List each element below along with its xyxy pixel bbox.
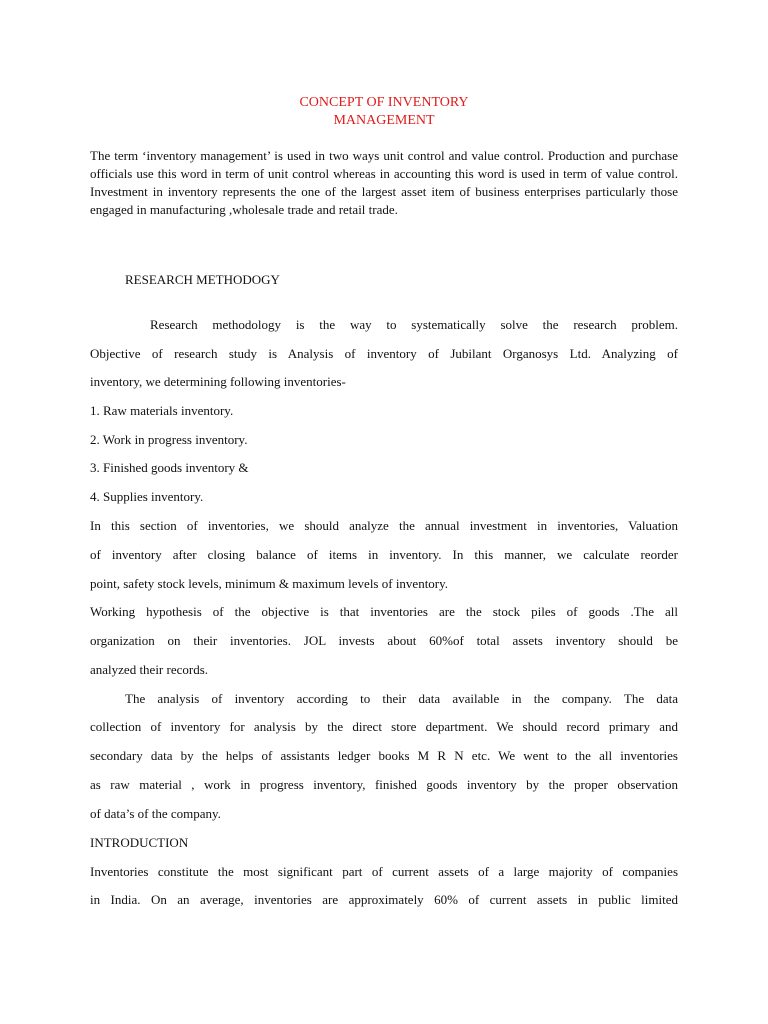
intro-paragraph: The term ‘inventory management’ is used in two ways unit control and value control. Production and purchase officials use this word in term of unit control whereas in accounting this word is used in term of value control. Investment in inventory represents the one of the largest asset item of business enterprises particularly those engaged in manufacturing ,wholesale trade and retail trade. [90, 148, 678, 217]
section-line-2: of inventory after closing balance of items in inventory. In this manner, we calculate reorder [90, 547, 678, 562]
research-line-1: Research methodology is the way to systematically solve the research problem. [150, 317, 678, 332]
hypothesis-line-1: Working hypothesis of the objective is that inventories are the stock piles of goods .The all [90, 604, 678, 619]
document-title-line-2: MANAGEMENT [333, 113, 435, 128]
hypothesis-line-3: analyzed their records. [90, 662, 209, 677]
analysis-line-3: secondary data by the helps of assistants ledger books M R N etc. We went to the all inventories [90, 748, 678, 763]
research-line-2: Objective of research study is Analysis of inventory of Jubilant Organosys Ltd. Analyzing of [90, 346, 678, 361]
introduction-heading: INTRODUCTION [90, 835, 189, 850]
section-line-3: point, safety stock levels, minimum & maximum levels of inventory. [90, 576, 449, 591]
list-item: 1. Raw materials inventory. [90, 403, 234, 418]
analysis-line-4: as raw material , work in progress inventory, finished goods inventory by the proper observation [90, 777, 678, 792]
introduction-line-2: in India. On an average, inventories are approximately 60% of current assets in public limited [90, 892, 678, 907]
research-line-3: inventory, we determining following inventories- [90, 374, 346, 389]
list-item: 3. Finished goods inventory & [90, 460, 249, 475]
research-methodology-heading: RESEARCH METHODOGY [125, 272, 280, 287]
analysis-line-2: collection of inventory for analysis by the direct store department. We should record primary and [90, 719, 678, 734]
list-item: 4. Supplies inventory. [90, 489, 204, 504]
introduction-line-1: Inventories constitute the most significant part of current assets of a large majority of companies [90, 864, 678, 879]
hypothesis-line-2: organization on their inventories. JOL invests about 60%of total assets inventory should be [90, 633, 678, 648]
analysis-line-5: of data’s of the company. [90, 806, 221, 821]
section-line-1: In this section of inventories, we should analyze the annual investment in inventories, Valuation [90, 518, 678, 533]
analysis-line-1: The analysis of inventory according to their data available in the company. The data [125, 691, 678, 706]
list-item: 2. Work in progress inventory. [90, 432, 248, 447]
document-title-line-1: CONCEPT OF INVENTORY [299, 95, 469, 110]
